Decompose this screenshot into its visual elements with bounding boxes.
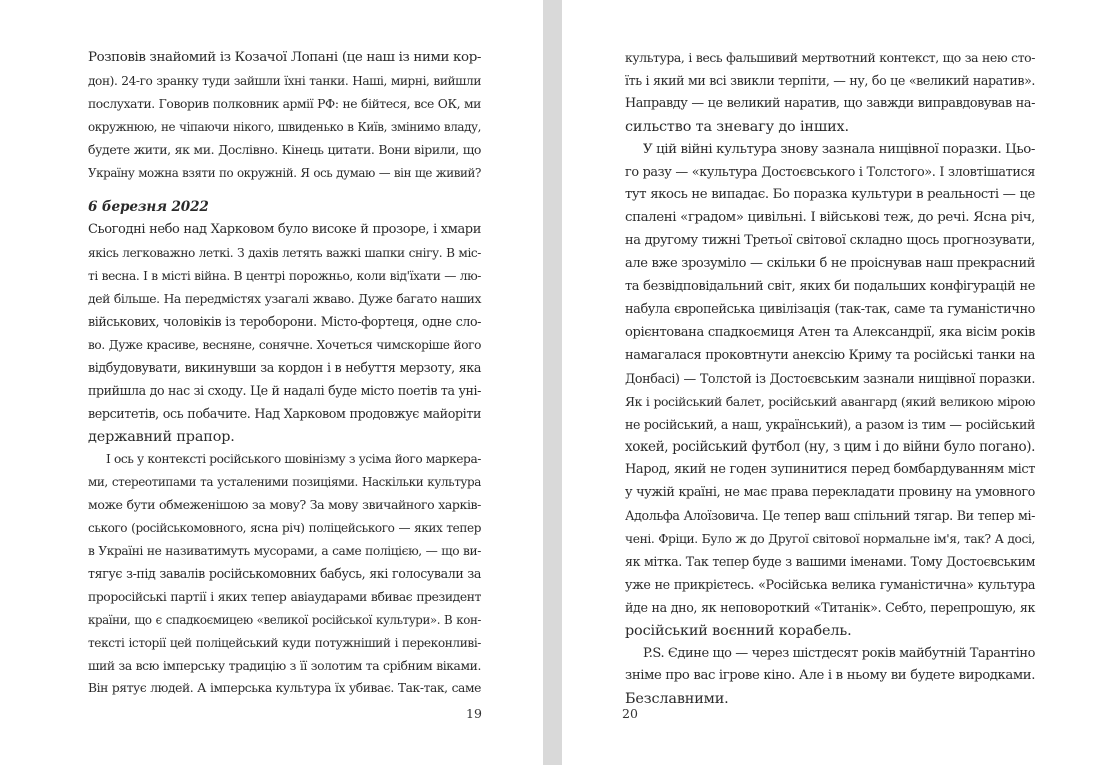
paragraph <box>88 448 481 700</box>
text-line: та безвідповідальний світ, яких би подальших конфігурацій не <box>625 279 1035 295</box>
text-line: країни, що є спадкоємицею «великої російської культури». В кон- <box>88 612 481 627</box>
section-gap <box>88 184 481 196</box>
text-line: го разу — «культура Достоєвського і Толстого». І зловтішатися <box>625 164 1035 180</box>
text-line: якісь легковажно леткі. З дахів летять важкі шапки снігу. В міс- <box>88 246 481 261</box>
text-line: послухати. Говорив полковник армії РФ: не бійтеся, все ОК, ми <box>88 96 481 111</box>
text-line: проросійські партії і яких тепер авіаударами вбиває президент <box>88 589 481 604</box>
left-page <box>0 0 543 765</box>
text-line: Направду — це великий наратив, що завжди виправдовував на- <box>625 95 1035 111</box>
text-line: але вже зрозуміло — скільки б не проіснував наш прекрасний <box>625 256 1035 272</box>
text-line: їть і який ми всі звикли терпіти, — ну, бо це «великий наратив». <box>625 72 1035 88</box>
left-page-text <box>88 47 481 700</box>
text-line: тягує з-під завалів російськомовних бабусь, які голосували за <box>88 565 481 581</box>
text-line: ми, стереотипами та усталеними позиціями. Наскільки культура <box>88 475 481 490</box>
text-line: Він рятує людей. А імперська культура їх убиває. Так-так, саме <box>88 681 481 696</box>
paragraph <box>625 643 1035 712</box>
text-line: як мітка. Так тепер буде з вашими іменами. Тому Достоєвським <box>625 553 1035 569</box>
text-line: Сьогодні небо над Харковом було високе й прозоре, і хмари <box>88 222 481 238</box>
text-line: во. Дуже красиве, весняне, сонячне. Хочеться чимскоріше його <box>88 337 481 352</box>
diary-date-heading: 6 березня 2022 <box>88 199 209 216</box>
right-page <box>562 0 1105 765</box>
text-line: у чужій країні, не має права перекладати провину на умовного <box>625 485 1035 501</box>
text-line: Донбасі) — Толстой із Достоєвським зазнали нищівної поразки. <box>625 370 1035 386</box>
text-line: не російський, а наш, український), а разом із тим — російський <box>625 416 1035 432</box>
text-line: будете жити, як ми. Дослівно. Кінець цитати. Вони вірили, що <box>88 141 481 157</box>
text-line: тексті історії цей поліцейський куди потужніший і переконливі- <box>88 635 481 650</box>
page-number: 20 <box>622 706 638 721</box>
text-line: намагалася проковтнути анексію Криму та російські танки на <box>625 347 1035 363</box>
text-line: P.S. Єдине що — через шістдесят років майбутній Тарантіно <box>643 645 1035 661</box>
text-line: Україну можна взяти по окружній. Я ось думаю — він ще живий? <box>88 165 481 180</box>
text-line: Народ, який не годен зупинитися перед бомбардуванням міст <box>625 462 1035 478</box>
text-line: уже не прикрієтесь. «Російська велика гуманістична» культура <box>625 576 1035 592</box>
text-line: ший за всю імперську традицію з її золотим та срібним віками. <box>88 658 481 673</box>
text-line: на другому тижні Третьої світової складно щось прогнозувати, <box>625 233 1035 249</box>
text-line: Розповів знайомий із Козачої Лопані (це наш із ними кор- <box>88 50 481 65</box>
text-line: дон). 24-го зранку туди зайшли їхні танки. Наші, мирні, вийшли <box>88 73 481 88</box>
text-line: Безславними. <box>625 691 729 708</box>
text-line: Адольфа Алоїзовича. Це тепер ваш спільний тягар. Ви тепер мі- <box>625 508 1035 524</box>
text-line: спалені «градом» цивільні. І військові теж, до речі. Ясна річ, <box>625 210 1035 226</box>
text-line: І ось у контексті російського шовінізму з усіма його маркера- <box>106 452 481 467</box>
text-line: тут якось не випадає. Бо поразка культури в реальності — це <box>625 187 1035 203</box>
text-line: російський воєнний корабель. <box>625 622 852 639</box>
text-line: ського (російськомовного, ясна річ) поліцейського — яких тепер <box>88 521 481 536</box>
text-line: військових, чоловіків із тероборони. Місто-фортеця, одне сло- <box>88 313 481 329</box>
text-line: ті весна. І в місті війна. В центрі порожньо, коли від'їхати — лю- <box>88 269 481 284</box>
text-line: набула європейська цивілізація (так-так, саме та гуманістично <box>625 301 1035 317</box>
text-line: окружнюю, не чіпаючи нікого, швиденько в Київ, змінимо владу, <box>88 119 481 134</box>
text-line: може бути обмеженішою за мову? За мову звичайного харків- <box>88 497 481 513</box>
text-line: сильство та зневагу до інших. <box>625 118 849 135</box>
text-line: культура, і весь фальшивий мертвотний контекст, що за нею сто- <box>625 50 1035 65</box>
text-line: державний прапор. <box>88 428 235 445</box>
text-line: дей більше. На передмістях узагалі жваво. Дуже багато наших <box>88 292 481 307</box>
page-number: 19 <box>466 706 482 721</box>
text-line: йде на дно, як неповороткий «Титанік». Себто, перепрошую, як <box>625 599 1035 615</box>
text-line: орієнтована спадкоємиця Атен та Александрії, яка вісім років <box>625 324 1035 340</box>
text-line: чені. Фріци. Було ж до Другої світової нормальне ім'я, так? А досі, <box>625 532 1035 547</box>
paragraph <box>88 219 481 448</box>
text-line: в Україні не називатимуть мусорами, а саме поліцією, — що ви- <box>88 544 481 559</box>
text-line: прийшла до нас зі сходу. Це й надалі буде місто поетів та уні- <box>88 382 481 398</box>
paragraph <box>625 139 1035 643</box>
right-page-text <box>625 47 1035 711</box>
text-line: Як і російський балет, російський авангард (який великою мірою <box>625 393 1035 409</box>
text-line: відбудовувати, викинувши за кордон і в небуття мерзоту, яка <box>88 359 481 375</box>
paragraph <box>88 47 481 184</box>
text-line: зніме про вас ігрове кіно. Але і в ньому ви будете виродками. <box>625 668 1035 684</box>
text-line: У цій війні культура знову зазнала нищівної поразки. Цьо- <box>643 141 1035 157</box>
paragraph <box>625 47 1035 139</box>
text-line: верситетів, ось побачите. Над Харковом продовжує майоріти <box>88 405 481 421</box>
text-line: хокей, російський футбол (ну, з цим і до війни було погано). <box>625 439 1035 456</box>
